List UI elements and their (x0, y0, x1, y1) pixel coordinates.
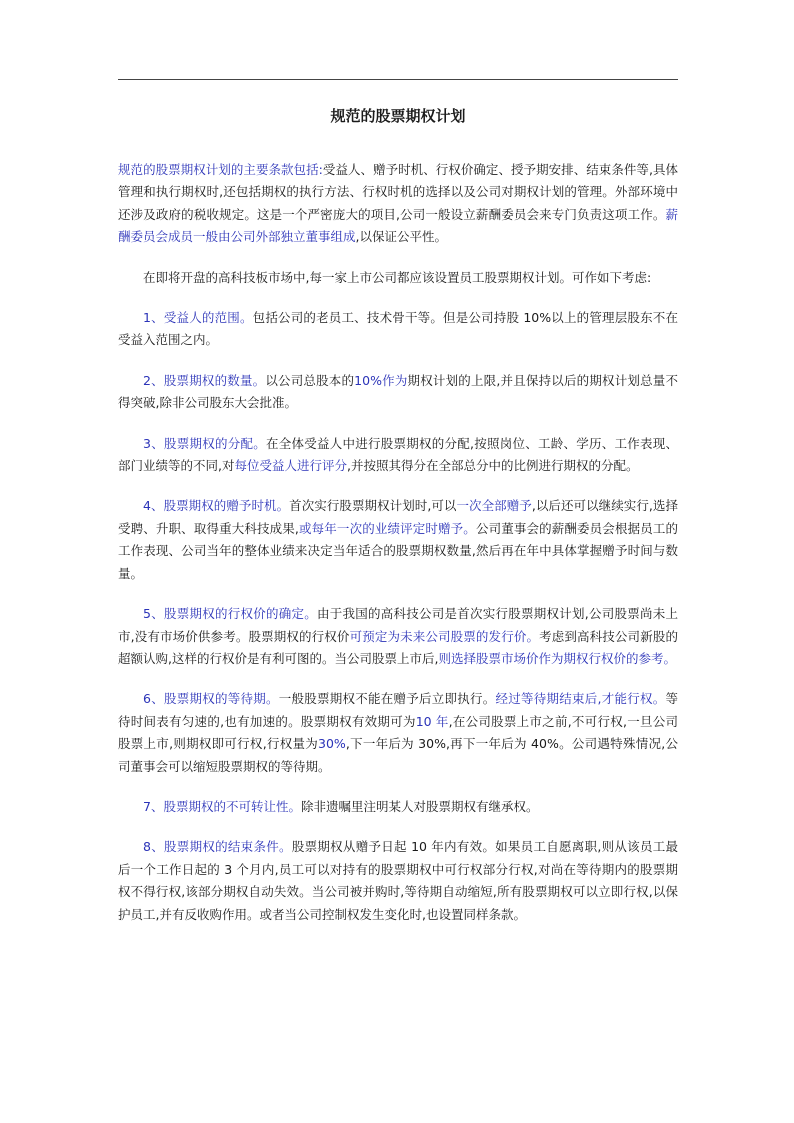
paragraph-item-6 (118, 688, 678, 778)
text-run: ,下一年后为 30%,再下一年后为 40%。公司遇特殊情况,公司董事会可以缩短股票期权的等待期。 (118, 736, 678, 774)
text-run: ,以后还可以继续实行,选择受聘、升职、取得重大科技成果, (118, 498, 678, 536)
item-heading: 3、股票期权的分配。 (143, 435, 266, 451)
text-run: 可预定为未来公司股票的发行价。 (349, 628, 540, 644)
paragraph-item-5 (118, 603, 678, 670)
text-run: 除非遗嘱里注明某人对股票期权有继承权。 (300, 798, 539, 814)
text-run: 一次全部赠予 (456, 498, 532, 514)
item-heading: 4、股票期权的赠予时机。 (143, 498, 290, 514)
text-run: 规范的股票期权计划的主要条款包括: (118, 162, 323, 177)
paragraph-item-7 (118, 796, 678, 818)
text-run: 在全体受益人中进行股票期权的分配,按照岗位、工龄、学历、工作表现、部门业绩等的不同,对 (118, 435, 678, 474)
top-rule (118, 79, 678, 80)
document-body (118, 159, 678, 944)
text-run: 股票期权从赠予日起 10 年内有效。如果员工自愿离职,则从该员工最后一个工作日起的 3 个月内,员工可以对持有的股票期权中可行权部分行权,对尚在等待期内的股票期权不得行权,该部分期权自动失效。当公司被并购时,等待期自动缩短,所有股票期权可以立即行权,以保护员工,并有反收购作用。或者当公司控制权发生变化时,也设置同样条款。 (118, 839, 678, 922)
item-heading: 7、股票期权的不可转让性。 (143, 798, 301, 814)
paragraph-item-8 (118, 836, 678, 926)
text-run: 10%作为 (354, 372, 408, 388)
text-run: 首次实行股票期权计划时,可以 (289, 498, 457, 514)
text-run: 则选择股票市场价作为期权行权价的参考。 (438, 650, 676, 666)
text-run: 由于我国的高科技公司是首次实行股票期权计划,公司股票尚未上市,没有市场价供参考。股票期权的行权价 (118, 606, 678, 644)
paragraph-item-1 (118, 307, 678, 352)
item-heading: 8、股票期权的结束条件。 (143, 839, 292, 855)
text-run: ,在公司股票上市之前,不可行权,一旦公司股票上市,则期权即可行权,行权量为 (118, 713, 678, 752)
text-run: 包括公司的老员工、技术骨干等。但是公司持股 10%以上的管理层股东不在受益入范围之内。 (118, 310, 678, 348)
item-heading: 6、股票期权的等待期。 (143, 691, 279, 707)
text-run: ,并按照其得分在全部总分中的比例进行期权的分配。 (347, 458, 639, 474)
text-run: 在即将开盘的高科技板市场中,每一家上市公司都应该设置员工股票期权计划。可作如下考虑: (143, 269, 652, 285)
paragraph-intro (118, 159, 678, 249)
text-run: 公司董事会的薪酬委员会根据员工的工作表现、公司当年的整体业绩来决定当年适合的股票期权数量,然后再在年中具体掌握赠予时间与数量。 (118, 520, 678, 581)
paragraph-item-4 (118, 495, 678, 585)
text-run: 30% (318, 736, 346, 752)
text-run: ,以保证公平性。 (355, 229, 447, 245)
item-heading: 2、股票期权的数量。 (143, 372, 266, 388)
item-heading: 1、受益人的范围。 (143, 310, 253, 326)
text-run: 或每年一次的业绩评定时赠予。 (298, 520, 476, 536)
text-run: 期权计划的上限,并且保持以后的期权计划总量不得突破,除非公司股东大会批准。 (118, 372, 678, 411)
page-title: 规范的股票期权计划 (330, 107, 466, 125)
text-run: 考虑到高科技公司新股的超额认购,这样的行权价是有利可图的。当公司股票上市后, (118, 628, 678, 666)
text-run: 每位受益人进行评分 (234, 458, 347, 474)
text-run: 一般股票期权不能在赠予后立即执行。 (278, 691, 496, 707)
text-run: 受益人、赠予时机、行权价确定、授予期安排、结束条件等,具体管理和执行期权时,还包括期权的执行方法、行权时机的选择以及公司对期权计划的管理。外部环境中还涉及政府的税收规定。这是一个严密庞大的项目,公司一般设立薪酬委员会来专门负责这项工作。 (118, 162, 678, 222)
item-heading: 5、股票期权的行权价的确定。 (143, 606, 317, 622)
text-run: 以公司总股本的 (265, 372, 355, 388)
text-run: 薪酬委员会成员一般由公司外部独立董事组成 (118, 206, 678, 245)
text-run: 10 年 (415, 713, 449, 729)
text-run: 等待时间表有匀速的,也有加速的。股票期权有效期可为 (118, 691, 678, 729)
paragraph-item-2 (118, 370, 678, 415)
paragraph-lead (118, 267, 678, 289)
paragraph-item-3 (118, 433, 678, 478)
text-run: 经过等待期结束后,才能行权。 (495, 691, 666, 707)
